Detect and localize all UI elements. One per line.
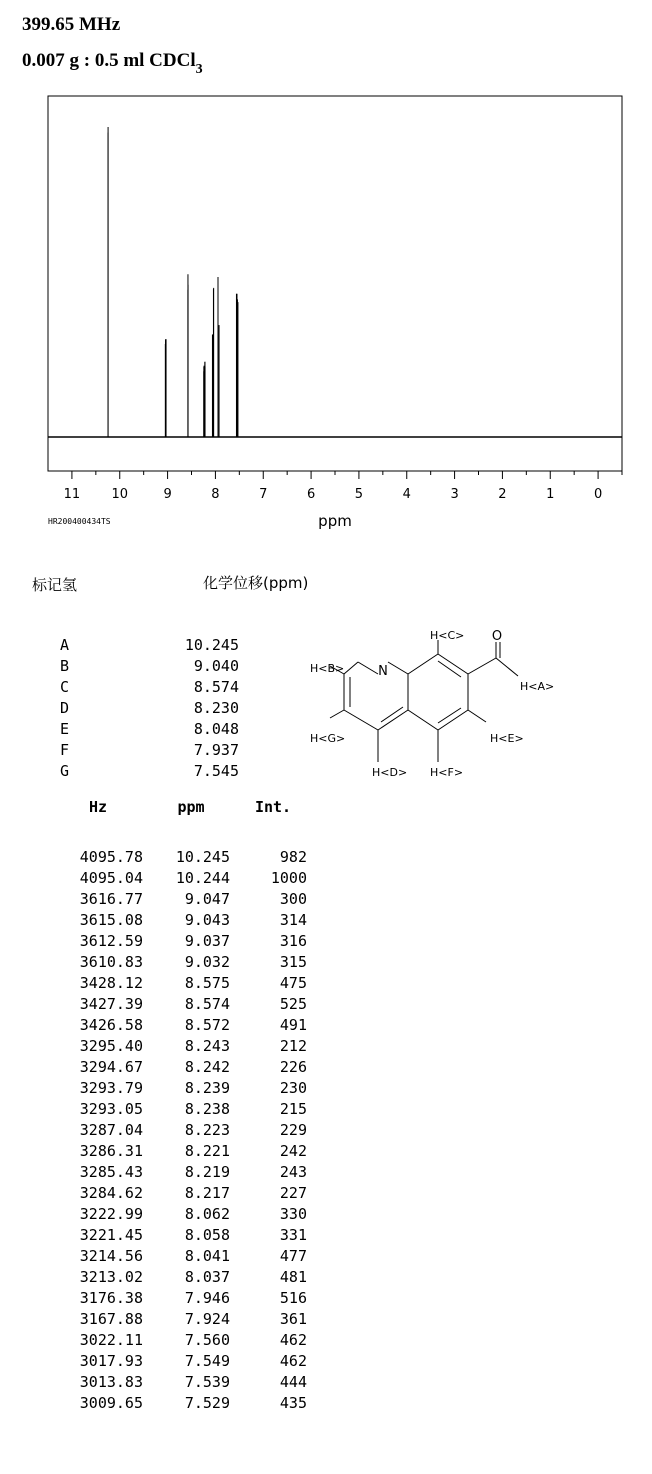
intensity-cell: 435 — [279, 1394, 307, 1412]
ppm-cell: 8.223 — [184, 1121, 230, 1139]
hz-cell: 3293.79 — [79, 1079, 143, 1097]
ppm-cell: 10.245 — [175, 848, 230, 866]
ppm-cell: 8.575 — [184, 974, 230, 992]
table-row — [62, 994, 308, 1015]
table-row — [62, 1120, 308, 1141]
table-row — [62, 868, 308, 889]
ppm-cell: 8.572 — [184, 1016, 230, 1034]
assignment-row — [60, 761, 239, 782]
intensity-cell: 361 — [279, 1310, 307, 1328]
assignment-shift: 9.040 — [193, 657, 239, 675]
assignment-label: F — [60, 741, 70, 759]
intensity-cell: 212 — [279, 1037, 307, 1055]
hz-cell: 3612.59 — [79, 932, 143, 950]
ppm-cell: 8.219 — [184, 1163, 230, 1181]
x-tick-label: 10 — [111, 487, 129, 502]
x-tick-label: 0 — [593, 487, 603, 502]
intensity-cell: 230 — [279, 1079, 307, 1097]
intensity-cell: 477 — [279, 1247, 307, 1265]
assignment-label: G — [60, 762, 70, 780]
header-hz: Hz — [88, 798, 108, 816]
intensity-cell: 316 — [279, 932, 307, 950]
table-row — [62, 1099, 308, 1120]
x-tick-label: 11 — [63, 487, 81, 502]
intensity-cell: 444 — [279, 1373, 307, 1391]
intensity-cell: 243 — [279, 1163, 307, 1181]
ppm-cell: 9.032 — [184, 953, 230, 971]
intensity-cell: 314 — [279, 911, 307, 929]
assignment-shift: 7.937 — [193, 741, 239, 759]
h-label-a: H<A> — [520, 680, 555, 693]
ppm-cell: 8.041 — [184, 1247, 230, 1265]
ppm-cell: 7.946 — [184, 1289, 230, 1307]
hz-cell: 3022.11 — [79, 1331, 143, 1349]
hz-cell: 3176.38 — [79, 1289, 143, 1307]
hz-cell: 3427.39 — [79, 995, 143, 1013]
x-tick-label: 5 — [354, 487, 364, 502]
nitrogen-atom: N — [378, 664, 388, 679]
x-tick-label: 1 — [546, 487, 555, 502]
table-row — [62, 952, 308, 973]
table-row — [62, 847, 308, 868]
assignment-shift: 10.245 — [184, 636, 239, 654]
intensity-cell: 462 — [279, 1352, 307, 1370]
ppm-cell: 9.037 — [184, 932, 230, 950]
intensity-cell: 330 — [279, 1205, 307, 1223]
hz-cell: 3167.88 — [79, 1310, 143, 1328]
hz-cell: 3293.05 — [79, 1100, 143, 1118]
assignment-row — [60, 635, 239, 656]
intensity-cell: 491 — [279, 1016, 307, 1034]
assignment-shift: 8.048 — [193, 720, 239, 738]
assignment-table — [60, 635, 239, 782]
header-int: Int. — [254, 798, 292, 816]
nmr-spectrum-chart — [0, 0, 652, 540]
hz-cell: 4095.04 — [79, 869, 143, 887]
ppm-cell: 7.924 — [184, 1310, 230, 1328]
hz-cell: 3214.56 — [79, 1247, 143, 1265]
table-row — [62, 1351, 308, 1372]
assignment-label: A — [60, 636, 70, 654]
spectrometer-frequency: 399.65 MHz — [22, 14, 121, 35]
ppm-cell: 7.539 — [184, 1373, 230, 1391]
ppm-cell: 8.242 — [184, 1058, 230, 1076]
hz-cell: 4095.78 — [79, 848, 143, 866]
table-row — [62, 1141, 308, 1162]
x-tick-label: 3 — [450, 487, 459, 502]
peak-table-body — [62, 847, 308, 1414]
hz-cell: 3221.45 — [79, 1226, 143, 1244]
table-row — [62, 1246, 308, 1267]
table-row — [62, 1183, 308, 1204]
table-row — [62, 1036, 308, 1057]
intensity-cell: 227 — [279, 1184, 307, 1202]
sample-subscript: 3 — [195, 62, 203, 77]
intensity-cell: 331 — [279, 1226, 307, 1244]
h-label-e: H<E> — [490, 732, 524, 745]
ppm-cell: 8.221 — [184, 1142, 230, 1160]
hydrogen-labels — [310, 629, 554, 779]
hz-cell: 3610.83 — [79, 953, 143, 971]
assignment-row — [60, 719, 239, 740]
table-row — [62, 1393, 308, 1414]
hz-cell: 3009.65 — [79, 1394, 143, 1412]
hz-cell: 3222.99 — [79, 1205, 143, 1223]
peak-group — [108, 127, 238, 437]
hz-cell: 3284.62 — [79, 1184, 143, 1202]
ppm-cell: 8.238 — [184, 1100, 230, 1118]
h-label-b: H<B> — [310, 662, 345, 675]
intensity-cell: 982 — [279, 848, 307, 866]
plot-frame — [48, 96, 622, 471]
intensity-cell: 315 — [279, 953, 307, 971]
x-tick-label: 4 — [402, 487, 411, 502]
table-row — [62, 1267, 308, 1288]
h-label-g: H<G> — [310, 732, 346, 745]
hz-cell: 3616.77 — [79, 890, 143, 908]
ppm-cell: 7.549 — [184, 1352, 230, 1370]
ppm-cell: 8.574 — [184, 995, 230, 1013]
table-row — [62, 1015, 308, 1036]
ppm-cell: 10.244 — [175, 869, 230, 887]
table-row — [62, 1288, 308, 1309]
intensity-cell: 1000 — [270, 869, 307, 887]
sample-text: 0.007 g : 0.5 ml CDCl — [22, 50, 196, 71]
intensity-cell: 481 — [279, 1268, 307, 1286]
table-row — [62, 1372, 308, 1393]
h-label-f: H<F> — [430, 766, 464, 779]
hz-cell: 3285.43 — [79, 1163, 143, 1181]
table-row — [62, 910, 308, 931]
assignment-row — [60, 677, 239, 698]
ppm-cell: 8.217 — [184, 1184, 230, 1202]
ppm-cell: 9.047 — [184, 890, 230, 908]
x-tick-label: 7 — [259, 487, 268, 502]
intensity-cell: 300 — [279, 890, 307, 908]
assignment-row — [60, 740, 239, 761]
assignment-row — [60, 656, 239, 677]
assignment-shift: 8.574 — [193, 678, 239, 696]
ppm-cell: 8.062 — [184, 1205, 230, 1223]
sample-id: HR200400434TS — [48, 517, 111, 526]
table-row — [62, 1057, 308, 1078]
assignment-shift: 8.230 — [193, 699, 239, 717]
hz-cell: 3017.93 — [79, 1352, 143, 1370]
h-label-d: H<D> — [372, 766, 408, 779]
molecule-structure — [300, 620, 570, 790]
shift-column-header: 化学位移(ppm) — [203, 574, 309, 592]
table-row — [62, 931, 308, 952]
ppm-cell: 9.043 — [184, 911, 230, 929]
table-row — [62, 1309, 308, 1330]
intensity-cell: 525 — [279, 995, 307, 1013]
intensity-cell: 516 — [279, 1289, 307, 1307]
header-ppm: ppm — [177, 798, 205, 816]
h-label-c: H<C> — [430, 629, 465, 642]
assignment-label: D — [60, 699, 70, 717]
intensity-cell: 215 — [279, 1100, 307, 1118]
ppm-cell: 8.239 — [184, 1079, 230, 1097]
hz-cell: 3294.67 — [79, 1058, 143, 1076]
x-tick-label: 9 — [163, 487, 172, 502]
table-row — [62, 1330, 308, 1351]
intensity-cell: 475 — [279, 974, 307, 992]
hz-cell: 3013.83 — [79, 1373, 143, 1391]
intensity-cell: 242 — [279, 1142, 307, 1160]
hz-cell: 3428.12 — [79, 974, 143, 992]
oxygen-atom: O — [491, 629, 503, 644]
x-tick-label: 6 — [306, 487, 316, 502]
table-row — [62, 1078, 308, 1099]
hz-cell: 3426.58 — [79, 1016, 143, 1034]
x-tick-label: 8 — [211, 487, 220, 502]
intensity-cell: 229 — [279, 1121, 307, 1139]
assignment-label: E — [60, 720, 70, 738]
intensity-cell: 462 — [279, 1331, 307, 1349]
table-row — [62, 1204, 308, 1225]
peak-table-header — [62, 797, 308, 818]
table-row — [62, 1162, 308, 1183]
ppm-cell: 7.529 — [184, 1394, 230, 1412]
assignment-label: B — [60, 657, 70, 675]
table-row — [62, 1225, 308, 1246]
hz-cell: 3615.08 — [79, 911, 143, 929]
ppm-cell: 8.058 — [184, 1226, 230, 1244]
hz-cell: 3286.31 — [79, 1142, 143, 1160]
hz-cell: 3287.04 — [79, 1121, 143, 1139]
peak-table — [62, 797, 308, 1414]
x-tick-group — [64, 471, 622, 502]
ppm-cell: 8.037 — [184, 1268, 230, 1286]
label-column-header: 标记氢 — [32, 576, 78, 594]
assignment-label: C — [60, 678, 70, 696]
intensity-cell: 226 — [279, 1058, 307, 1076]
assignment-row — [60, 698, 239, 719]
ppm-cell: 7.560 — [184, 1331, 230, 1349]
x-tick-label: 2 — [498, 487, 507, 502]
table-row — [62, 973, 308, 994]
x-axis-label: ppm — [318, 512, 352, 530]
hz-cell: 3213.02 — [79, 1268, 143, 1286]
table-row — [62, 889, 308, 910]
hz-cell: 3295.40 — [79, 1037, 143, 1055]
assignment-shift: 7.545 — [193, 762, 239, 780]
ppm-cell: 8.243 — [184, 1037, 230, 1055]
